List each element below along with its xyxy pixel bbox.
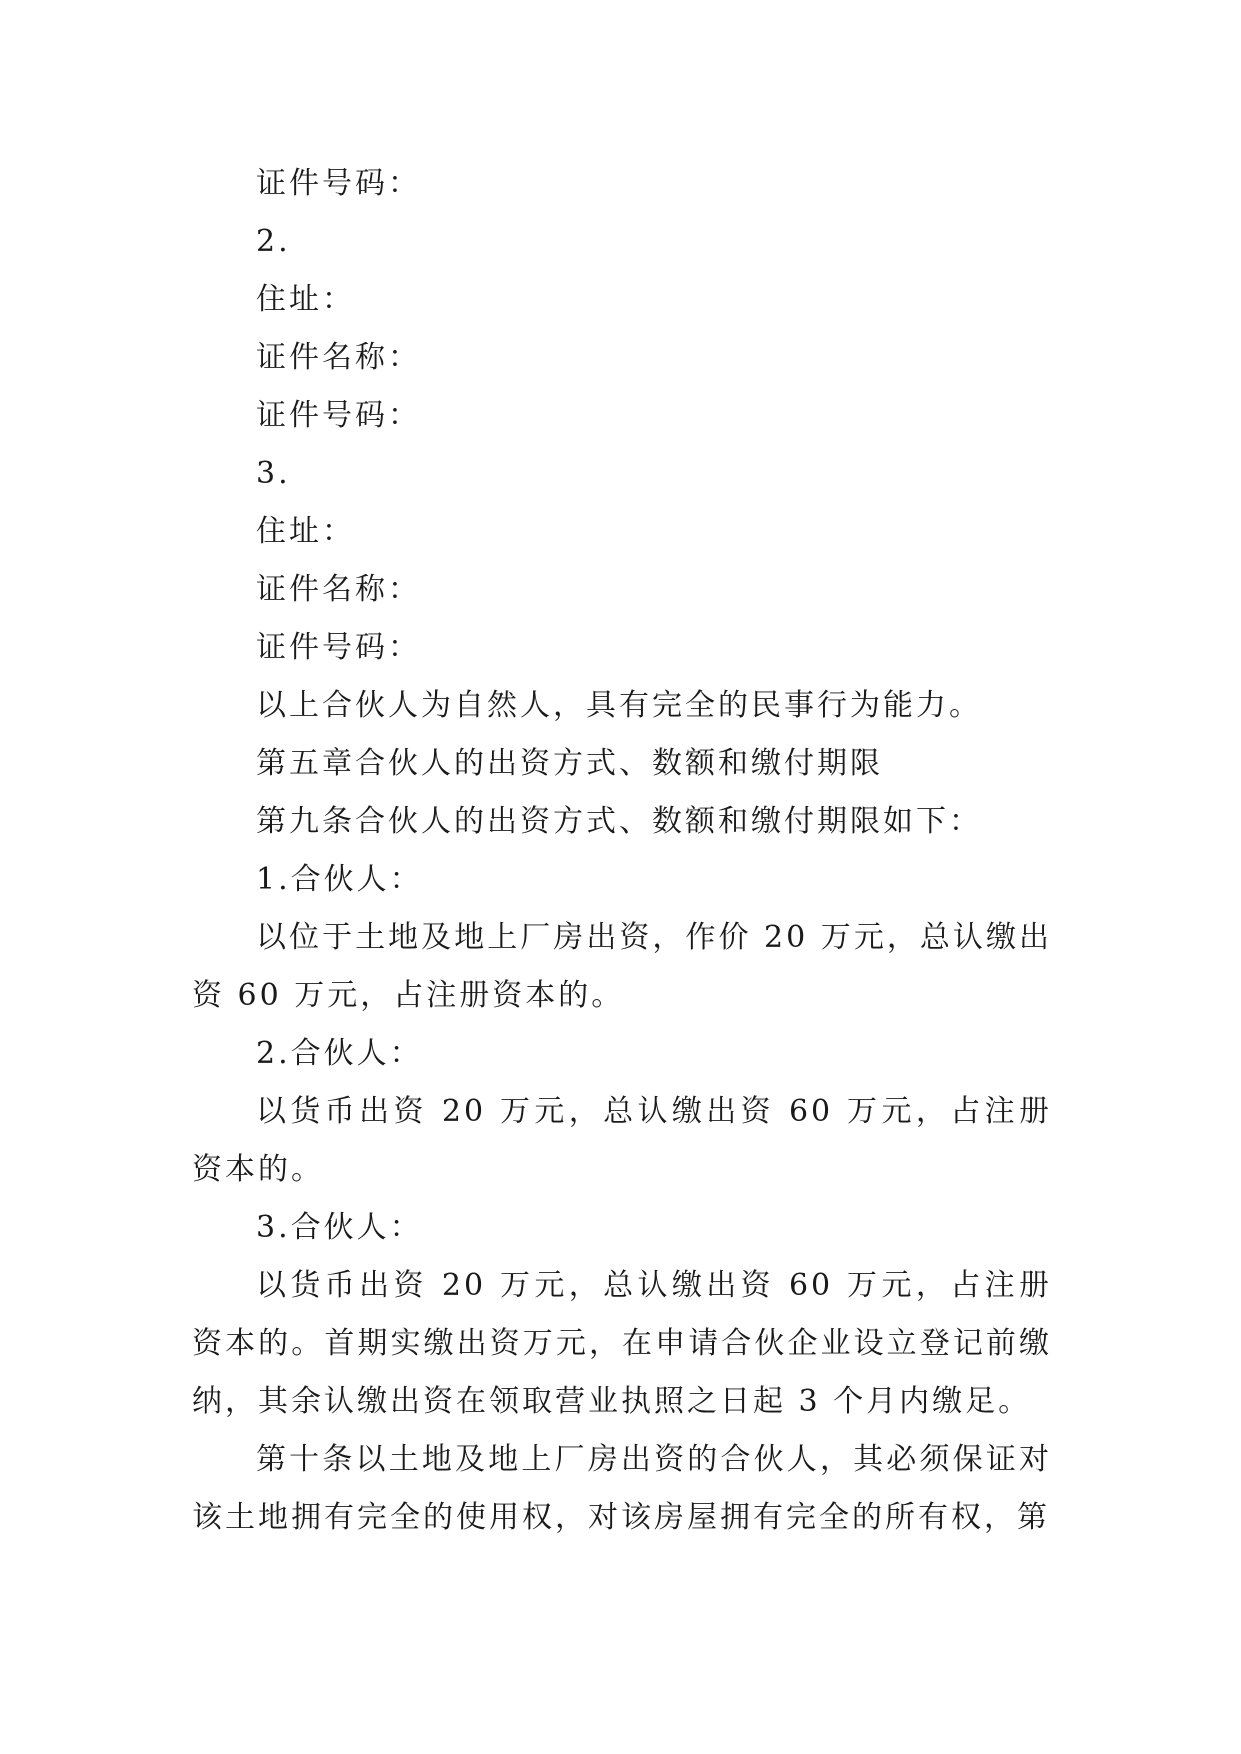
id-number-label-3: 证件号码： <box>256 630 421 665</box>
item-number-3: 3. <box>256 456 291 491</box>
partner-3-label: 3.合伙人： <box>256 1210 423 1245</box>
article-nine: 第九条合伙人的出资方式、数额和缴付期限如下： <box>256 804 982 839</box>
partner-2-label: 2.合伙人： <box>256 1036 423 1071</box>
capacity-statement: 以上合伙人为自然人，具有完全的民事行为能力。 <box>256 688 982 723</box>
document-body <box>192 155 1052 1547</box>
id-type-label-2: 证件名称： <box>256 340 421 375</box>
partner-3-contribution: 以货币出资 20 万元，总认缴出资 60 万元，占注册资本的。首期实缴出资万元，在申请合伙企业设立登记前缴纳，其余认缴出资在领取营业执照之日起 3 个月内缴足。 <box>192 1268 1052 1419</box>
id-number-label-1: 证件号码： <box>256 166 421 201</box>
partner-1-contribution: 以位于土地及地上厂房出资，作价 20 万元，总认缴出资 60 万元，占注册资本的。 <box>192 920 1052 1013</box>
address-label-3: 住址： <box>256 514 355 549</box>
chapter-heading: 第五章合伙人的出资方式、数额和缴付期限 <box>256 746 883 781</box>
id-type-label-3: 证件名称： <box>256 572 421 607</box>
partner-1-label: 1.合伙人： <box>256 862 423 897</box>
article-ten: 第十条以土地及地上厂房出资的合伙人，其必须保证对该土地拥有完全的使用权，对该房屋拥有完全的所有权，第 <box>192 1442 1052 1535</box>
address-label-2: 住址： <box>256 282 355 317</box>
partner-2-contribution: 以货币出资 20 万元，总认缴出资 60 万元，占注册资本的。 <box>192 1094 1052 1187</box>
item-number-2: 2. <box>256 224 291 259</box>
id-number-label-2: 证件号码： <box>256 398 421 433</box>
